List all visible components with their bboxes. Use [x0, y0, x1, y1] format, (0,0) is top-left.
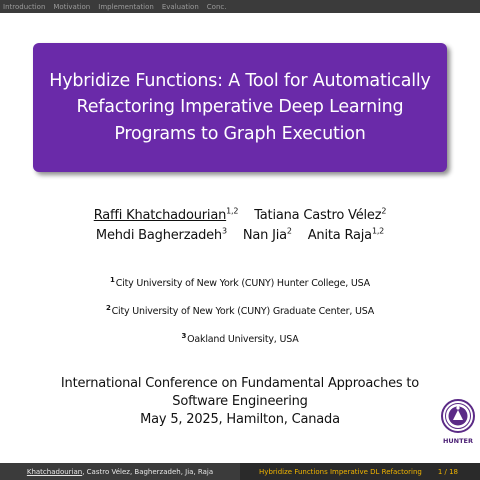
affiliation-marker: 3: [181, 331, 187, 340]
title-block: [33, 43, 447, 172]
nav-item-conclusion[interactable]: Conc.: [206, 2, 227, 11]
affiliation-text: Oakland University, USA: [187, 334, 299, 345]
author-4: [243, 226, 292, 246]
nav-item-motivation[interactable]: Motivation: [53, 2, 91, 11]
author-5: [308, 226, 384, 246]
presentation-title: Hybridize Functions: A Tool for Automatically Refactoring Imperative Deep Learning Programs to Graph Execution: [49, 70, 431, 144]
affiliation-text: City University of New York (CUNY) Hunter College, USA: [115, 278, 370, 289]
conference-info: [40, 375, 440, 429]
author-affiliation-marker: 3: [221, 226, 227, 236]
page-number: 1 / 18: [437, 467, 458, 476]
author-affiliation-marker: 2: [381, 206, 387, 216]
conference-date-place: May 5, 2025, Hamilton, Canada: [140, 412, 340, 427]
hunter-seal-icon: [440, 398, 476, 446]
affiliation-2: [0, 303, 480, 317]
author-name: Tatiana Castro Vélez: [254, 208, 382, 223]
author-2: [254, 206, 386, 226]
affiliation-3: [0, 331, 480, 345]
author-affiliation-marker: 1,2: [371, 226, 385, 236]
author-name: Raffi Khatchadourian: [93, 208, 227, 223]
hunter-college-logo: [440, 398, 476, 446]
author-affiliation-marker: 1,2: [226, 206, 239, 216]
logo-wordmark: HUNTER: [442, 437, 474, 445]
author-list: [50, 206, 430, 246]
slide-footer: [0, 463, 480, 480]
affiliation-marker: 1: [110, 275, 115, 284]
affiliation-text: City University of New York (CUNY) Graduate Center, USA: [111, 306, 375, 317]
conference-name: International Conference on Fundamental Approaches to Software Engineering: [60, 376, 420, 409]
author-1: [94, 206, 239, 226]
author-affiliation-marker: 2: [286, 226, 292, 236]
affiliation-1: [0, 275, 480, 289]
footer-short-title: Hybridize Functions Imperative DL Refactoring: [259, 467, 422, 476]
section-navigation: [0, 0, 480, 13]
footer-authors: [0, 463, 240, 480]
author-name: Nan Jia: [242, 228, 287, 243]
footer-presenter: Khatchadourian: [26, 467, 83, 476]
author-name: Anita Raja: [307, 228, 372, 243]
nav-item-introduction[interactable]: Introduction: [3, 2, 46, 11]
author-name: Mehdi Bagherzadeh: [95, 228, 222, 243]
affiliation-marker: 2: [105, 303, 111, 312]
nav-item-implementation[interactable]: Implementation: [98, 2, 154, 11]
nav-item-evaluation[interactable]: Evaluation: [161, 2, 199, 11]
footer-coauthors: , Castro Vélez, Bagherzadeh, Jia, Raja: [82, 467, 214, 476]
author-3: [96, 226, 227, 246]
footer-title-area: [240, 463, 480, 480]
